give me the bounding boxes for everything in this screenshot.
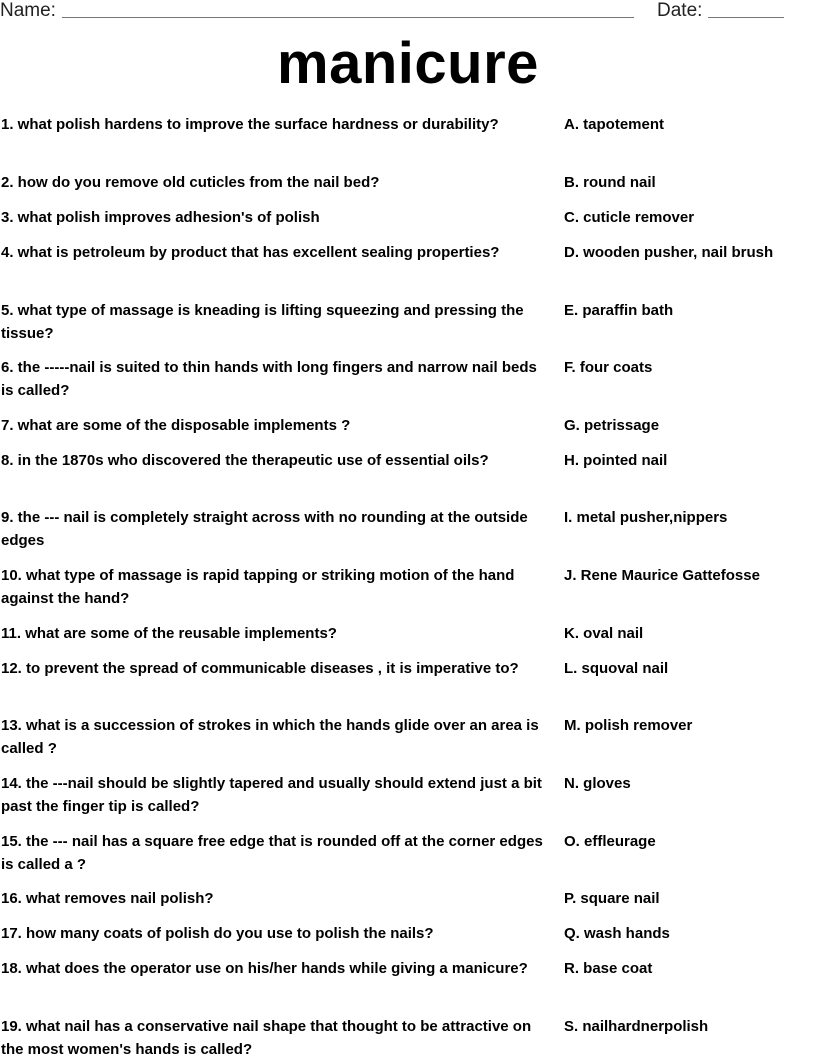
answer-item: M. polish remover	[564, 717, 693, 734]
question-item: 1. what polish hardens to improve the surface hardness or durability?	[1, 116, 499, 133]
question-item: 5. what type of massage is kneading is lifting squeezing and pressing the tissue?	[1, 302, 524, 342]
matching-row	[0, 299, 816, 356]
question-item: 3. what polish improves adhesion's of polish	[1, 209, 320, 226]
date-label: Date:	[657, 0, 703, 21]
matching-row	[0, 356, 816, 414]
question-item: 16. what removes nail polish?	[1, 890, 214, 907]
matching-row	[0, 714, 816, 772]
date-blank-line	[708, 16, 784, 18]
matching-row	[0, 830, 816, 887]
matching-row	[0, 564, 816, 622]
matching-row	[0, 772, 816, 830]
answer-item: E. paraffin bath	[564, 302, 674, 319]
answer-item: L. squoval nail	[564, 660, 669, 677]
answer-item: K. oval nail	[564, 625, 644, 642]
matching-row	[0, 113, 816, 171]
answer-item: F. four coats	[564, 359, 653, 376]
worksheet-title: manicure	[277, 31, 539, 96]
question-item: 19. what nail has a conservative nail shape that thought to be attractive on the most women's hands is called?	[1, 1018, 532, 1058]
worksheet-header	[0, 0, 816, 24]
answer-item: D. wooden pusher, nail brush	[564, 244, 774, 261]
answer-item: B. round nail	[564, 174, 656, 191]
matching-row	[0, 171, 816, 206]
answer-item: C. cuticle remover	[564, 209, 695, 226]
name-blank-line	[62, 16, 634, 18]
matching-row	[0, 241, 816, 299]
matching-row	[0, 922, 816, 957]
question-item: 8. in the 1870s who discovered the therapeutic use of essential oils?	[1, 452, 489, 469]
answer-item: H. pointed nail	[564, 452, 668, 469]
question-item: 9. the --- nail is completely straight across with no rounding at the outside edges	[1, 509, 528, 549]
answer-item: P. square nail	[564, 890, 660, 907]
answer-item: Q. wash hands	[564, 925, 670, 942]
matching-row	[0, 206, 816, 241]
question-item: 17. how many coats of polish do you use to polish the nails?	[1, 925, 434, 942]
matching-row	[0, 449, 816, 506]
matching-row	[0, 1015, 816, 1061]
question-item: 7. what are some of the disposable implements ?	[1, 417, 351, 434]
matching-row	[0, 414, 816, 449]
answer-item: N. gloves	[564, 775, 631, 792]
question-item: 10. what type of massage is rapid tapping or striking motion of the hand against the hand?	[1, 567, 515, 607]
question-item: 6. the -----nail is suited to thin hands with long fingers and narrow nail beds is called?	[1, 359, 537, 399]
matching-row	[0, 657, 816, 714]
question-item: 11. what are some of the reusable implements?	[1, 625, 337, 642]
question-item: 13. what is a succession of strokes in which the hands glide over an area is called ?	[1, 717, 539, 757]
answer-item: R. base coat	[564, 960, 653, 977]
matching-row	[0, 506, 816, 564]
answer-item: J. Rene Maurice Gattefosse	[564, 567, 760, 584]
question-item: 12. to prevent the spread of communicable diseases , it is imperative to?	[1, 660, 519, 677]
answer-item: I. metal pusher,nippers	[564, 509, 728, 526]
matching-row	[0, 887, 816, 922]
matching-list	[0, 113, 816, 1061]
question-item: 18. what does the operator use on his/her hands while giving a manicure?	[1, 960, 528, 977]
question-item: 14. the ---nail should be slightly tapered and usually should extend just a bit past the finger tip is called?	[1, 775, 542, 815]
answer-item: S. nailhardnerpolish	[564, 1018, 709, 1035]
matching-row	[0, 622, 816, 657]
name-label: Name:	[0, 0, 56, 21]
answer-item: O. effleurage	[564, 833, 656, 850]
answer-item: A. tapotement	[564, 116, 665, 133]
question-item: 4. what is petroleum by product that has excellent sealing properties?	[1, 244, 500, 261]
question-item: 2. how do you remove old cuticles from the nail bed?	[1, 174, 380, 191]
answer-item: G. petrissage	[564, 417, 660, 434]
matching-row	[0, 957, 816, 1015]
question-item: 15. the --- nail has a square free edge that is rounded off at the corner edges is called a ?	[1, 833, 543, 873]
